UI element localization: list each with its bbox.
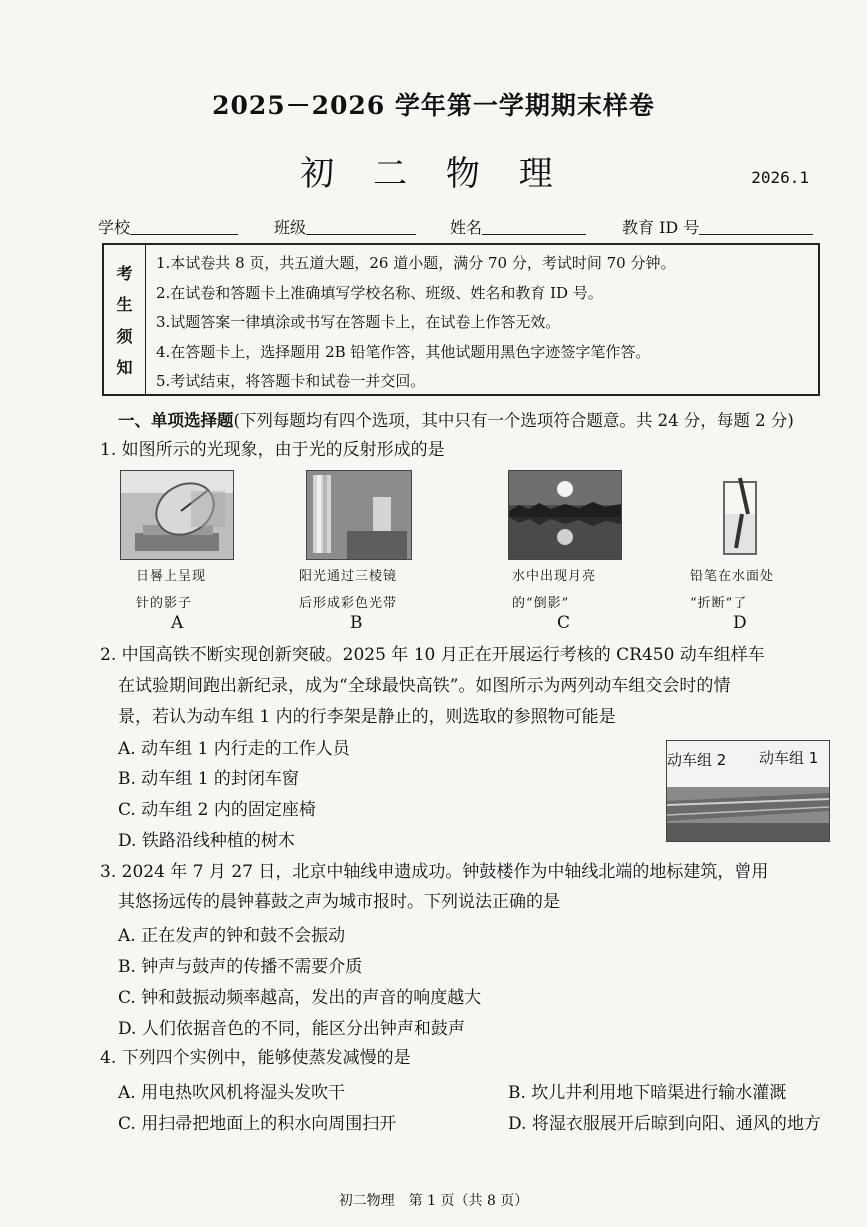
train-2-label: 动车组 2: [667, 751, 727, 769]
class-blank[interactable]: [306, 218, 416, 235]
notice-label-char: 须: [116, 326, 133, 346]
question-4-option-a: A. 用电热吹风机将湿头发吹干: [118, 1083, 346, 1103]
question-4-option-d: D. 将湿衣服展开后晾到向阳、通风的地方: [508, 1114, 821, 1134]
pencil-in-water-image: [716, 470, 764, 558]
question-3-option-c: C. 钟和鼓振动频率越高，发出的声音的响度越大: [118, 988, 482, 1008]
notice-label: [104, 245, 146, 394]
notice-item: 5.考试结束，将答题卡和试卷一并交回。: [156, 372, 426, 390]
notice-item: 3.试题答案一律填涂或书写在答题卡上，在试卷上作答无效。: [156, 313, 561, 331]
school-label: 学校: [98, 218, 131, 237]
class-field[interactable]: [274, 215, 416, 238]
notice-item: 2.在试卷和答题卡上准确填写学校名称、班级、姓名和教育 ID 号。: [156, 283, 603, 302]
exam-notice-box: [102, 243, 820, 396]
name-field[interactable]: [450, 215, 586, 238]
train-1-label: 动车组 1: [759, 749, 819, 767]
section-description: (下列每题均有四个选项，其中只有一个选项符合题意。共 24 分，每题 2 分): [233, 411, 794, 430]
option-d-letter: D: [733, 613, 747, 633]
question-3-option-a: A. 正在发声的钟和鼓不会振动: [118, 926, 346, 946]
school-field[interactable]: [98, 215, 238, 238]
edu-id-label: 教育 ID 号: [622, 218, 700, 237]
question-2-option-a: A. 动车组 1 内行走的工作人员: [118, 739, 350, 759]
option-a-caption-2: 针的影子: [136, 596, 193, 611]
exam-title: 2025－2026 学年第一学期期末样卷: [212, 91, 655, 120]
option-b-caption-2: 后形成彩色光带: [299, 596, 398, 611]
question-3-stem-line-2: 其悠扬远传的晨钟暮鼓之声为城市报时。下列说法正确的是: [118, 892, 560, 912]
sundial-illustration: [121, 471, 233, 559]
question-2-option-c: C. 动车组 2 内的固定座椅: [118, 800, 316, 820]
notice-label-char: 知: [116, 357, 133, 377]
prism-illustration: [307, 471, 411, 559]
prism-image: [306, 470, 412, 560]
exam-date: 2026.1: [751, 168, 809, 187]
school-blank[interactable]: [130, 218, 238, 235]
option-a-caption-1: 日晷上呈现: [136, 569, 207, 584]
page-footer: 初二物理 第 1 页（共 8 页）: [338, 1193, 529, 1209]
moon-reflection-image: [508, 470, 622, 560]
notice-item: 1.本试卷共 8 页，共五道大题，26 道小题，满分 70 分，考试时间 70 分钟。: [156, 254, 676, 272]
name-label: 姓名: [450, 218, 483, 237]
sundial-image: [120, 470, 234, 560]
option-b-letter: B: [350, 613, 363, 633]
question-4-stem: 4. 下列四个实例中，能够使蒸发减慢的是: [100, 1048, 411, 1068]
subject-title: 初 二 物 理: [300, 154, 567, 194]
notice-label-char: 考: [116, 264, 133, 284]
question-3-option-d: D. 人们依据音色的不同，能区分出钟声和鼓声: [118, 1019, 465, 1039]
notice-item: 4.在答题卡上，选择题用 2B 铅笔作答，其他试题用黑色字迹签字笔作答。: [156, 342, 651, 361]
question-4-option-c: C. 用扫帚把地面上的积水向周围扫开: [118, 1114, 397, 1134]
question-3-stem-line-1: 3. 2024 年 7 月 27 日，北京中轴线申遗成功。钟鼓楼作为中轴线北端的地标建筑，曾用: [100, 862, 769, 882]
question-2-option-b: B. 动车组 1 的封闭车窗: [118, 769, 299, 789]
question-2-stem-line-3: 景，若认为动车组 1 内的行李架是静止的，则选取的参照物可能是: [118, 707, 616, 727]
section-heading: [118, 407, 794, 431]
class-label: 班级: [274, 218, 307, 237]
option-d-caption-1: 铅笔在水面处: [690, 569, 775, 584]
pencil-in-water-illustration: [716, 470, 764, 558]
question-1-stem: 1. 如图所示的光现象，由于光的反射形成的是: [100, 440, 445, 460]
edu-id-blank[interactable]: [699, 218, 813, 235]
trains-image: [666, 740, 830, 842]
edu-id-field[interactable]: [622, 215, 813, 238]
question-3-option-b: B. 钟声与鼓声的传播不需要介质: [118, 957, 363, 977]
option-c-caption-2: 的“倒影”: [512, 596, 570, 611]
student-info-fields: [98, 215, 818, 239]
option-b-caption-1: 阳光通过三棱镜: [299, 569, 398, 584]
option-a-letter: A: [171, 613, 184, 633]
notice-label-char: 生: [116, 295, 133, 315]
notice-list: [156, 249, 812, 397]
option-c-caption-1: 水中出现月亮: [512, 569, 597, 584]
section-title: 一、单项选择题: [118, 411, 234, 430]
question-2-stem-line-2: 在试验期间跑出新纪录，成为“全球最快高铁”。如图所示为两列动车组交会时的情: [118, 676, 731, 696]
question-2-option-d: D. 铁路沿线种植的树木: [118, 831, 295, 851]
moon-reflection-illustration: [509, 471, 621, 559]
option-c-letter: C: [557, 613, 571, 633]
question-4-option-b: B. 坎儿井利用地下暗渠进行输水灌溉: [508, 1083, 787, 1103]
option-d-caption-2: “折断”了: [690, 596, 748, 611]
question-2-stem-line-1: 2. 中国高铁不断实现创新突破。2025 年 10 月正在开展运行考核的 CR450 动车组样车: [100, 645, 765, 665]
name-blank[interactable]: [482, 218, 586, 235]
